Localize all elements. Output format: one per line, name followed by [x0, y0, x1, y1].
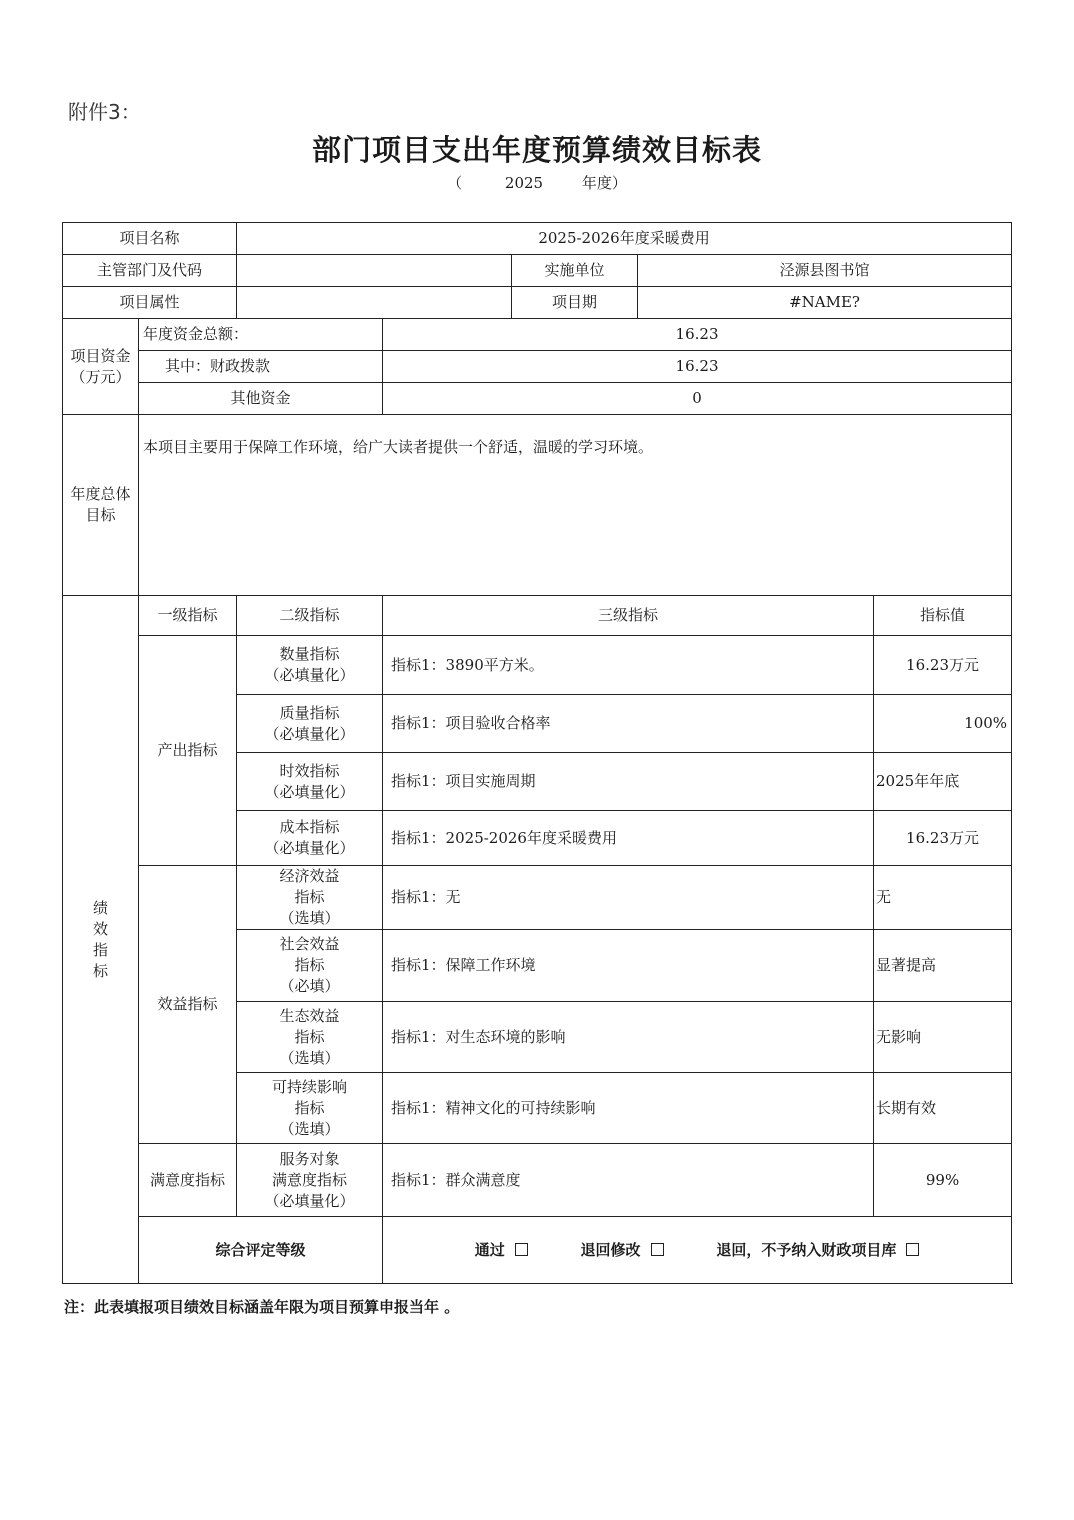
performance-target-table: [62, 222, 1012, 1284]
impl-unit-value: 泾源县图书馆: [638, 255, 1012, 287]
indicator-value: 长期有效: [874, 1073, 1012, 1144]
indicator-l2-line: （必填量化）: [264, 724, 355, 743]
indicator-l3: 指标1：群众满意度: [383, 1144, 874, 1217]
attachment-label: 附件3：: [68, 100, 141, 124]
header-level3: 三级指标: [383, 596, 874, 636]
dept-value: [237, 255, 512, 287]
indicator-l2-line: 指标: [294, 888, 325, 906]
indicator-l2: [237, 695, 383, 753]
indicator-l2-line: 指标: [294, 1027, 325, 1046]
other-funds-label: 其他资金: [139, 383, 383, 415]
indicator-value: 16.23万元: [874, 636, 1012, 695]
header-level1: 一级指标: [139, 596, 237, 636]
indicator-l3: 指标1：项目验收合格率: [383, 695, 874, 753]
indicator-l2: [237, 636, 383, 695]
indicator-value: 显著提高: [874, 930, 1012, 1002]
checkbox-reject[interactable]: [906, 1243, 919, 1256]
output-indicator-label: 产出指标: [139, 636, 237, 866]
indicator-l2-line: 满意度指标: [272, 1170, 348, 1189]
indicator-l3: 指标1：3890平方米。: [383, 636, 874, 695]
fiscal-funds-value: 16.23: [383, 351, 1012, 383]
indicator-l3: 指标1：2025-2026年度采暖费用: [383, 811, 874, 866]
checkbox-revise[interactable]: [651, 1243, 664, 1256]
indicator-l2-line: 数量指标: [279, 645, 340, 663]
indicator-value: 99%: [874, 1144, 1012, 1217]
indicator-l3: 指标1：对生态环境的影响: [383, 1002, 874, 1073]
option-pass-label: 通过: [474, 1240, 505, 1259]
option-pass[interactable]: [475, 1240, 528, 1261]
annual-total-value: 16.23: [383, 319, 1012, 351]
indicator-l2: [237, 866, 383, 930]
annual-goal-label: [63, 415, 139, 596]
indicator-l2: [237, 753, 383, 811]
indicator-value: 无影响: [874, 1002, 1012, 1073]
indicator-value: 无: [874, 866, 1012, 930]
project-period-value: #NAME?: [638, 287, 1012, 319]
option-reject[interactable]: [716, 1240, 919, 1261]
indicator-l2-line: 服务对象: [279, 1149, 340, 1168]
option-revise[interactable]: [581, 1240, 664, 1261]
indicator-l2-line: （必填）: [279, 977, 340, 995]
indicator-l3: 指标1：项目实施周期: [383, 753, 874, 811]
project-period-label: 项目期: [512, 287, 638, 319]
side-char-1: 绩: [92, 898, 108, 917]
indicator-l2-line: 指标: [294, 956, 325, 974]
indicator-l2: [237, 930, 383, 1002]
header-level2: 二级指标: [237, 596, 383, 636]
budget-year: 2025: [504, 174, 544, 192]
side-char-2: 效: [92, 919, 108, 938]
indicator-l2-line: 经济效益: [279, 867, 340, 885]
header-value: 指标值: [874, 596, 1012, 636]
year-suffix: 年度）: [581, 174, 627, 192]
annual-goal-label-line2: 目标: [85, 506, 116, 524]
funds-label: [63, 319, 139, 415]
indicator-value: 16.23万元: [874, 811, 1012, 866]
footnote: 注：此表填报项目绩效目标涵盖年限为项目预算申报当年 。: [64, 1298, 460, 1316]
funds-label-line2: （万元）: [70, 367, 131, 386]
checkbox-pass[interactable]: [515, 1243, 528, 1256]
indicator-value: 100%: [874, 695, 1012, 753]
performance-side-label: [63, 596, 139, 1284]
indicator-l2: [237, 1002, 383, 1073]
indicator-l2-line: 生态效益: [279, 1006, 340, 1025]
indicator-l2: [237, 811, 383, 866]
option-reject-label: 退回，不予纳入财政项目库: [716, 1240, 897, 1259]
budget-year-line: [0, 172, 1074, 193]
project-name-label: 项目名称: [63, 223, 237, 255]
indicator-l3: 指标1：保障工作环境: [383, 930, 874, 1002]
indicator-l2-line: （选填）: [279, 1119, 340, 1138]
indicator-l2-line: （选填）: [279, 909, 340, 927]
annual-goal-label-line1: 年度总体: [70, 485, 131, 503]
project-name-value: 2025-2026年度采暖费用: [237, 223, 1012, 255]
indicator-l2: [237, 1073, 383, 1144]
evaluation-options: [383, 1217, 1012, 1284]
indicator-l2-line: 指标: [294, 1098, 325, 1117]
annual-total-label: 年度资金总额：: [139, 319, 383, 351]
indicator-l2-line: （必填量化）: [264, 782, 355, 801]
other-funds-value: 0: [383, 383, 1012, 415]
indicator-l2-line: （选填）: [279, 1048, 340, 1067]
annual-goal-text: 本项目主要用于保障工作环境，给广大读者提供一个舒适，温暖的学习环境。: [139, 415, 1012, 596]
dept-label: 主管部门及代码: [63, 255, 237, 287]
indicator-l2-line: 时效指标: [279, 761, 340, 780]
benefit-indicator-label: 效益指标: [139, 866, 237, 1144]
side-char-4: 标: [92, 961, 108, 980]
indicator-l3: 指标1：无: [383, 866, 874, 930]
indicator-value: 2025年年底: [874, 753, 1012, 811]
indicator-l2-line: 可持续影响: [272, 1077, 348, 1096]
indicator-l2-line: （必填量化）: [264, 839, 355, 857]
page-title: 部门项目支出年度预算绩效目标表: [311, 133, 762, 167]
indicator-l2-line: 成本指标: [279, 818, 340, 836]
fiscal-funds-label: 其中：财政拨款: [139, 351, 383, 383]
indicator-l2-line: （必填量化）: [264, 1191, 355, 1210]
project-attr-value: [237, 287, 512, 319]
indicator-l2-line: （必填量化）: [264, 666, 355, 684]
indicator-l2: [237, 1144, 383, 1217]
project-attr-label: 项目属性: [63, 287, 237, 319]
funds-label-line1: 项目资金: [70, 346, 131, 365]
impl-unit-label: 实施单位: [512, 255, 638, 287]
indicator-l2-line: 质量指标: [279, 703, 340, 722]
year-open-paren: （: [447, 174, 463, 192]
satisfaction-indicator-label: 满意度指标: [139, 1144, 237, 1217]
side-char-3: 指: [92, 940, 108, 959]
indicator-l3: 指标1：精神文化的可持续影响: [383, 1073, 874, 1144]
indicator-l2-line: 社会效益: [279, 935, 340, 953]
evaluation-label: 综合评定等级: [139, 1217, 383, 1284]
option-revise-label: 退回修改: [580, 1240, 641, 1259]
